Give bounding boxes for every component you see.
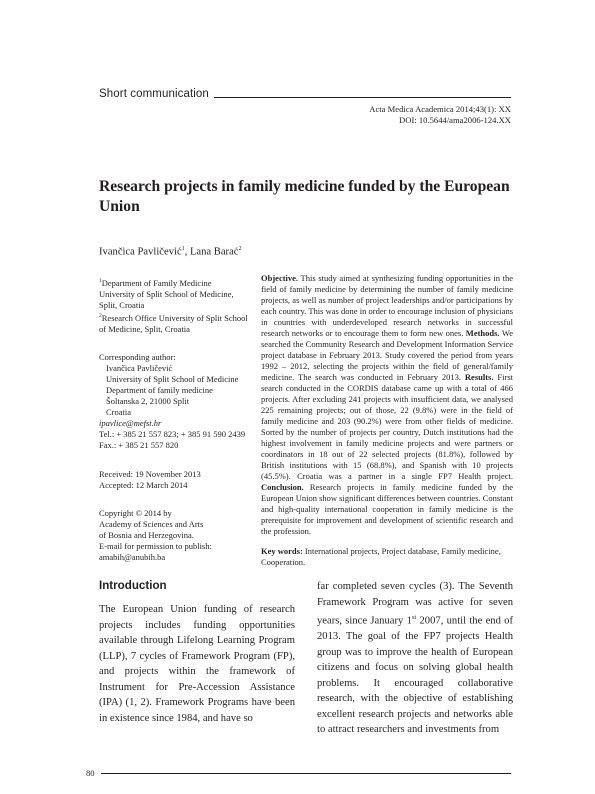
- journal-citation: [369, 104, 511, 126]
- author-name: Lana Barać: [189, 246, 239, 258]
- copyright-block: [99, 508, 254, 563]
- citation-line: Acta Medica Academica 2014;43(1): XX: [369, 104, 511, 114]
- address-line: University of Split School of Medicine: [106, 374, 239, 384]
- affiliation-line: University of Split School of Medicine,: [99, 288, 234, 299]
- affiliation-line: Research Office University of Split School: [101, 312, 248, 323]
- affiliation: [99, 276, 254, 289]
- author-list: [99, 246, 241, 258]
- abstract: [261, 273, 513, 537]
- keywords-text: International projects, Project database, Family medicine, Cooperation.: [261, 546, 501, 567]
- paragraph-text: far completed seven cycles (3). The Seventh Framework Program was active for seven years, since January 1: [317, 581, 513, 627]
- copyright-line: of Bosnia and Herzegovina.: [99, 530, 194, 540]
- abstract-methods: We searched the Community Research and Development Information Service project database in February 2013. Study covered the period from years 1992 – 2012, selecting the projects within the field of general/family medicine. The search was conducted in February 2013.: [261, 328, 513, 382]
- permission-email: amabih@anubih.ba: [99, 552, 166, 562]
- affiliation-marker: 1: [99, 278, 102, 284]
- affiliations: [99, 276, 254, 335]
- abstract-objective-label: Objective.: [261, 273, 299, 283]
- affiliation-line: Department of Family Medicine: [101, 277, 212, 288]
- doi-line: DOI: 10.5644/ama2006-124.XX: [399, 115, 511, 125]
- affiliation-marker: 2: [99, 312, 102, 319]
- page-number: 80: [86, 768, 95, 778]
- abstract-objective: This study aimed at synthesizing funding opportunities in the field of family medicine by determining the number of family medicine projects, as well as number of project leaderships and/or participations by each country. This was done in order to encourage inclusion of physicians in countries with underdeveloped research networks in successful research networks or to encourage them to form new ones.: [261, 273, 513, 338]
- affiliation-line: of Medicine, Split, Croatia: [99, 323, 190, 334]
- corresponding-name: Ivančica Pavličević: [106, 363, 173, 373]
- ordinal-suffix: st: [411, 614, 417, 621]
- corresponding-fax: Fax.: + 385 21 557 820: [99, 440, 179, 450]
- abstract-methods-label: Methods.: [465, 328, 500, 338]
- article-dates: [99, 469, 254, 491]
- introduction-heading: Introduction: [99, 579, 167, 592]
- corresponding-author: [99, 352, 254, 451]
- keywords-label: Key words:: [261, 546, 303, 556]
- corresponding-label: Corresponding author:: [99, 352, 176, 362]
- section-rule: [214, 97, 511, 98]
- affiliation: [99, 311, 254, 324]
- author-name: Ivančica Pavličević: [99, 246, 182, 258]
- address-line: Šoltanska 2, 21000 Split: [106, 396, 190, 406]
- introduction-paragraph-left: The European Union funding of research projects includes funding opportunities available through Lifelong Learning Program (LLP), 7 cycles of Framework Program (FP), and projects within the framework of Instrument for Pre-Accession Assistance (IPA) (1, 2). Framework Programs have been in existence since 1984, and have so: [99, 604, 295, 724]
- abstract-conclusion-label: Conclusion.: [261, 482, 304, 492]
- keywords: [261, 546, 513, 568]
- permission-label: E-mail for permission to publish:: [99, 541, 212, 551]
- abstract-results: First search conducted in the CORDIS database came up with a total of 466 projects. After excluding 241 projects with insufficient data, we analysed 225 remaining projects; out of those, 22 (9.8%) were in the field of family medicine and 203 (90.2%) were from other fields of medicine. Sorted by the number of projects per country, Dutch institutions had the highest involvement in family medicine projects and were partners or coordinators in 18 out of 22 selected projects (81.8%), followed by British institutions with 15 (68.8%), and Spanish with 10 projects (45.5%). Croatia was a partner in a single FP7 Health project.: [261, 372, 514, 481]
- section-label: Short communication: [99, 88, 209, 100]
- corresponding-email: ipavlice@mefst.hr: [99, 418, 162, 428]
- abstract-conclusion: Research projects in family medicine funded by the European Union show significant differences between countries. Constant and high-quality international cooperation in family medicine is the prerequisite for improvement and development of scientific research and the profession.: [261, 482, 513, 536]
- footer-rule: [101, 773, 511, 774]
- copyright-line: Copyright © 2014 by: [99, 508, 172, 518]
- copyright-line: Academy of Sciences and Arts: [99, 519, 204, 529]
- author-separator: ,: [184, 246, 190, 258]
- abstract-results-label: Results.: [464, 372, 494, 382]
- corresponding-tel: Tel.: + 385 21 557 823; + 385 91 590 2439: [99, 429, 246, 439]
- received-date: Received: 19 November 2013: [99, 469, 201, 479]
- article-title: Research projects in family medicine funded by the European Union: [99, 178, 510, 215]
- affiliation-marker: 1: [181, 246, 185, 252]
- address-line: Department of family medicine: [106, 385, 213, 395]
- introduction-paragraph-right: [317, 579, 513, 738]
- address-line: Croatia: [106, 407, 132, 417]
- affiliation-line: Split, Croatia: [99, 299, 145, 310]
- affiliation-marker: 2: [238, 246, 242, 252]
- paragraph-text: 2007, until the end of 2013. The goal of the FP7 projects Health group was to improve the health of European citizens and focus on solving global health problems. It encouraged collaborative research, with the objective of establishing excellent research projects and networks able to attract researchers and investments from: [317, 615, 513, 736]
- accepted-date: Accepted: 12 March 2014: [99, 480, 188, 490]
